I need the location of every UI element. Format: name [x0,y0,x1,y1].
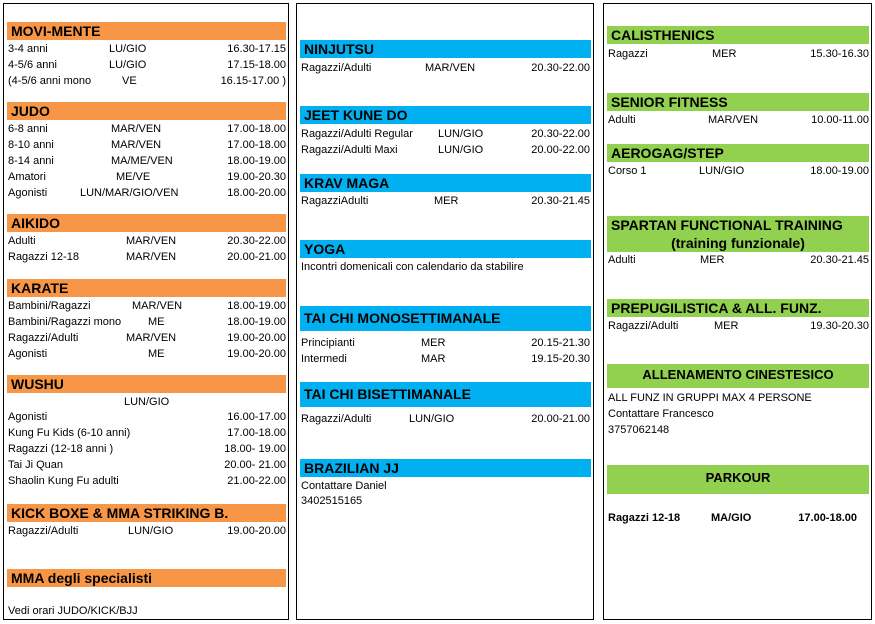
section-title-kickboxe: KICK BOXE & MMA STRIKING B. [7,504,286,522]
schedule-row: 6-8 anni MAR/VEN 17.00-18.00 [8,123,286,135]
section-title-jeetkunedo: JEET KUNE DO [300,106,591,124]
schedule-row: Adulti MAR/VEN 20.30-22.00 [8,235,286,247]
column-fitness [603,3,872,620]
section-title-judo: JUDO [7,102,286,120]
schedule-row: Principianti MER 20.15-21.30 [301,337,590,349]
section-title-movimente: MOVI-MENTE [7,22,286,40]
section-title-calisthenics: CALISTHENICS [607,26,869,44]
schedule-row: Ragazzi MER 15.30-16.30 [608,48,869,60]
schedule-row: 8-10 anni MAR/VEN 17.00-18.00 [8,139,286,151]
schedule-row: Ragazzi/Adulti LUN/GIO 20.00-21.00 [301,413,590,425]
section-title-karate: KARATE [7,279,286,297]
spartan-title-line1: SPARTAN FUNCTIONAL TRAINING [611,217,843,233]
schedule-note: ALL FUNZ IN GRUPPI MAX 4 PERSONE [608,392,812,404]
schedule-row: Ragazzi/Adulti MAR/VEN 20.30-22.00 [301,62,590,74]
section-title-brazilian-jj: BRAZILIAN JJ [300,459,591,477]
schedule-row: Ragazzi/Adulti Maxi LUN/GIO 20.00-22.00 [301,144,590,156]
schedule-row: Amatori ME/VE 19.00-20.30 [8,171,286,183]
schedule-row: Bambini/Ragazzi MAR/VEN 18.00-19.00 [8,300,286,312]
schedule-row: Ragazzi/Adulti LUN/GIO 19.00-20.00 [8,525,286,537]
section-title-senior-fitness: SENIOR FITNESS [607,93,869,111]
schedule-row: (4-5/6 anni mono VE 16.15-17.00 ) [8,75,286,87]
schedule-row: Adulti MAR/VEN 10.00-11.00 [608,114,869,126]
schedule-row: Ragazzi 12-18 MA/GIO 17.00-18.00 [608,512,857,524]
schedule-row: Agonisti LUN/MAR/GIO/VEN 18.00-20.00 [8,187,286,199]
schedule-row: Tai Ji Quan 20.00- 21.00 [8,459,286,471]
section-title-cinestesico: ALLENAMENTO CINESTESICO [607,364,869,388]
section-title-ninjutsu: NINJUTSU [300,40,591,58]
column-martial-arts [3,3,289,620]
schedule-row: Adulti MER 20.30-21.45 [608,254,869,266]
schedule-row: Ragazzi/Adulti MAR/VEN 19.00-20.00 [8,332,286,344]
schedule-row: Shaolin Kung Fu adulti 21.00-22.00 [8,475,286,487]
schedule-note: Vedi orari JUDO/KICK/BJJ [8,605,138,617]
schedule-row: 4-5/6 anni LU/GIO 17.15-18.00 [8,59,286,71]
section-title-mma: MMA degli specialisti [7,569,286,587]
schedule-row: 3-4 anni LU/GIO 16.30-17.15 [8,43,286,55]
column-other-disciplines [296,3,594,620]
schedule-row: Bambini/Ragazzi mono ME 18.00-19.00 [8,316,286,328]
section-title-taichi-mono: TAI CHI MONOSETTIMANALE [300,306,591,331]
section-title-yoga: YOGA [300,240,591,258]
schedule-row: RagazziAdulti MER 20.30-21.45 [301,195,590,207]
schedule-row: Intermedi MAR 19.15-20.30 [301,353,590,365]
section-title-aerogag-step: AEROGAG/STEP [607,144,869,162]
spartan-title-line2: (training funzionale) [671,235,805,251]
schedule-row: Kung Fu Kids (6-10 anni) 17.00-18.00 [8,427,286,439]
section-title-prepugilistica: PREPUGILISTICA & ALL. FUNZ. [607,299,869,317]
schedule-days: LUN/GIO [124,396,170,408]
section-title-aikido: AIKIDO [7,214,286,232]
section-title-taichi-bi: TAI CHI BISETTIMANALE [300,382,591,407]
contact-phone: 3757062148 [608,424,670,436]
schedule-row: Corso 1 LUN/GIO 18.00-19.00 [608,165,869,177]
contact-name: Contattare Francesco [608,408,714,420]
schedule-note: Incontri domenicali con calendario da stabilire [301,261,524,273]
contact-phone: 3402515165 [301,495,363,507]
contact-name: Contattare Daniel [301,480,387,492]
schedule-row: Ragazzi/Adulti MER 19.30-20.30 [608,320,869,332]
schedule-row: Agonisti 16.00-17.00 [8,411,286,423]
schedule-row: Ragazzi (12-18 anni ) 18.00- 19.00 [8,443,286,455]
schedule-row: Ragazzi/Adulti Regular LUN/GIO 20.30-22.00 [301,128,590,140]
section-title-kravmaga: KRAV MAGA [300,174,591,192]
section-title-wushu: WUSHU [7,375,286,393]
section-title-parkour: PARKOUR [607,465,869,494]
schedule-row: Ragazzi 12-18 MAR/VEN 20.00-21.00 [8,251,286,263]
schedule-row: 8-14 anni MA/ME/VEN 18.00-19.00 [8,155,286,167]
section-title-spartan [607,216,869,252]
schedule-row: Agonisti ME 19.00-20.00 [8,348,286,360]
